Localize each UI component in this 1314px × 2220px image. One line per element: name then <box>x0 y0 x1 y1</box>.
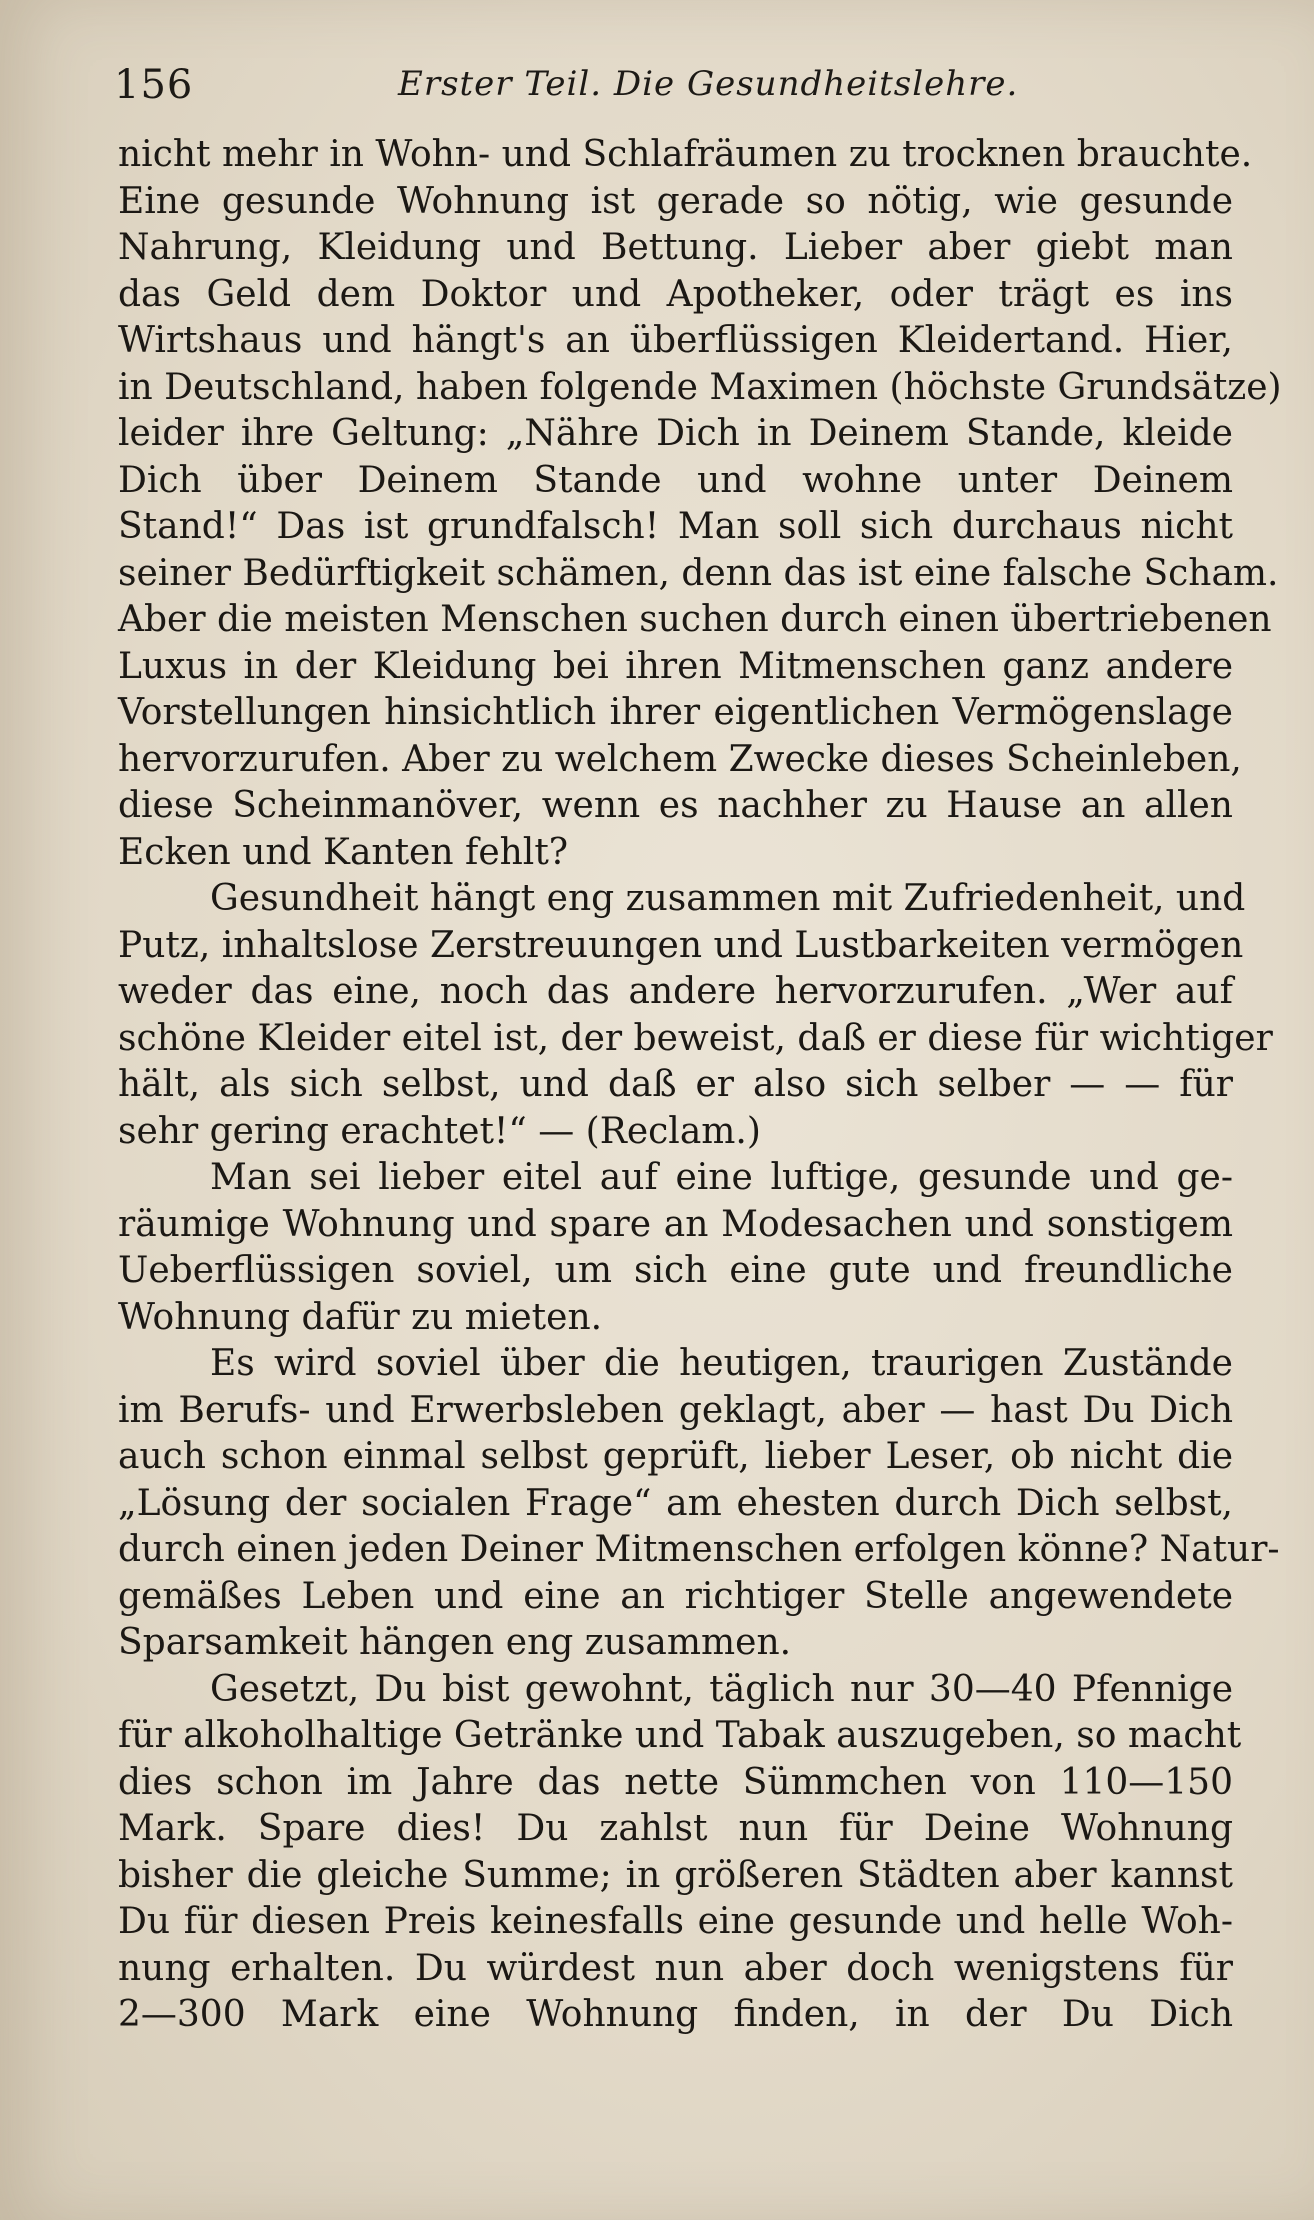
text-line: „Lösung der socialen Frage“ am ehesten durch Dich selbst, <box>118 1482 1233 1524</box>
text-line: hervorzurufen. Aber zu welchem Zwecke dieses Scheinleben, <box>118 738 1242 780</box>
page-number: 156 <box>114 62 194 108</box>
text-line: nicht mehr in Wohn- und Schlafräumen zu trocknen brauchte. <box>118 134 1253 175</box>
text-line: diese Scheinmanöver, wenn es nachher zu Hause an allen <box>118 785 1233 826</box>
paragraph-4 <box>118 1341 1280 1667</box>
text-line: Eine gesunde Wohnung ist gerade so nötig, wie gesunde <box>118 180 1233 222</box>
text-line: räumige Wohnung und spare an Modesachen und sonstigem <box>118 1203 1233 1245</box>
text-line: durch einen jeden Deiner Mitmenschen erfolgen könne? Natur- <box>118 1529 1280 1570</box>
paragraph-1 <box>118 132 1282 876</box>
text-line: Gesundheit hängt eng zusammen mit Zufriedenheit, und <box>210 878 1246 919</box>
text-line: nung erhalten. Du würdest nun aber doch wenigstens für <box>118 1947 1233 1989</box>
running-head: Erster Teil. Die Gesundheitslehre. <box>398 64 1019 104</box>
page-header <box>114 62 1234 112</box>
text-line: Stand!“ Das ist grundfalsch! Man soll sich durchaus nicht <box>118 506 1233 547</box>
text-line: im Berufs- und Erwerbsleben geklagt, aber — hast Du Dich <box>118 1389 1233 1431</box>
text-line: seiner Bedürftigkeit schämen, denn das ist eine falsche Scham. <box>118 552 1279 594</box>
text-line: Luxus in der Kleidung bei ihren Mitmenschen ganz andere <box>118 645 1233 687</box>
text-line: Wohnung dafür zu mieten. <box>118 1296 603 1338</box>
text-line: Mark. Spare dies! Du zahlst nun für Deine Wohnung <box>118 1808 1233 1849</box>
text-line: leider ihre Geltung: „Nähre Dich in Deinem Stande, kleide <box>118 413 1233 454</box>
text-line: bisher die gleiche Summe; in größeren Städten aber kannst <box>118 1854 1233 1896</box>
text-line: gemäßes Leben und eine an richtiger Stelle angewendete <box>118 1575 1233 1617</box>
text-line: Ueberflüssigen soviel, um sich eine gute und freundliche <box>118 1250 1233 1291</box>
text-line: Aber die meisten Menschen suchen durch einen übertriebenen <box>118 599 1272 640</box>
text-line: Man sei lieber eitel auf eine luftige, gesunde und ge- <box>210 1157 1233 1198</box>
text-line: Vorstellungen hinsichtlich ihrer eigentlichen Vermögenslage <box>118 692 1233 733</box>
text-line: das Geld dem Doktor und Apotheker, oder trägt es ins <box>118 273 1233 315</box>
paragraph-2 <box>118 876 1273 1155</box>
text-line: Ecken und Kanten fehlt? <box>118 831 569 873</box>
text-line: Wirtshaus und hängt's an überflüssigen Kleidertand. Hier, <box>118 320 1233 361</box>
paragraph-3 <box>118 1155 1233 1341</box>
text-line: schöne Kleider eitel ist, der beweist, daß er diese für wichtiger <box>118 1017 1273 1059</box>
text-line: in Deutschland, haben folgende Maximen (höchste Grundsätze) <box>118 366 1282 408</box>
text-line: sehr gering erachtet!“ — (Reclam.) <box>118 1110 761 1152</box>
text-line: auch schon einmal selbst geprüft, lieber Leser, ob nicht die <box>118 1436 1233 1477</box>
text-line: Du für diesen Preis keinesfalls eine gesunde und helle Woh- <box>118 1901 1233 1942</box>
text-line: 2—300 Mark eine Wohnung finden, in der Du Dich <box>118 1994 1233 2035</box>
text-line: weder das eine, noch das andere hervorzurufen. „Wer auf <box>118 971 1233 1012</box>
paragraph-5 <box>118 1667 1242 2039</box>
text-line: Gesetzt, Du bist gewohnt, täglich nur 30—40 Pfennige <box>210 1668 1233 1710</box>
text-line: dies schon im Jahre das nette Sümmchen von 110—150 <box>118 1761 1233 1803</box>
text-line: Sparsamkeit hängen eng zusammen. <box>118 1622 792 1663</box>
text-line: Putz, inhaltslose Zerstreuungen und Lustbarkeiten vermögen <box>118 924 1244 966</box>
text-line: Dich über Deinem Stande und wohne unter Deinem <box>118 459 1233 501</box>
text-line: Es wird soviel über die heutigen, traurigen Zustände <box>210 1343 1233 1384</box>
text-line: für alkoholhaltige Getränke und Tabak auszugeben, so macht <box>118 1715 1242 1756</box>
body-text <box>118 132 1282 2039</box>
text-line: Nahrung, Kleidung und Bettung. Lieber aber giebt man <box>118 227 1233 268</box>
text-line: hält, als sich selbst, und daß er also sich selber — — für <box>118 1064 1233 1105</box>
